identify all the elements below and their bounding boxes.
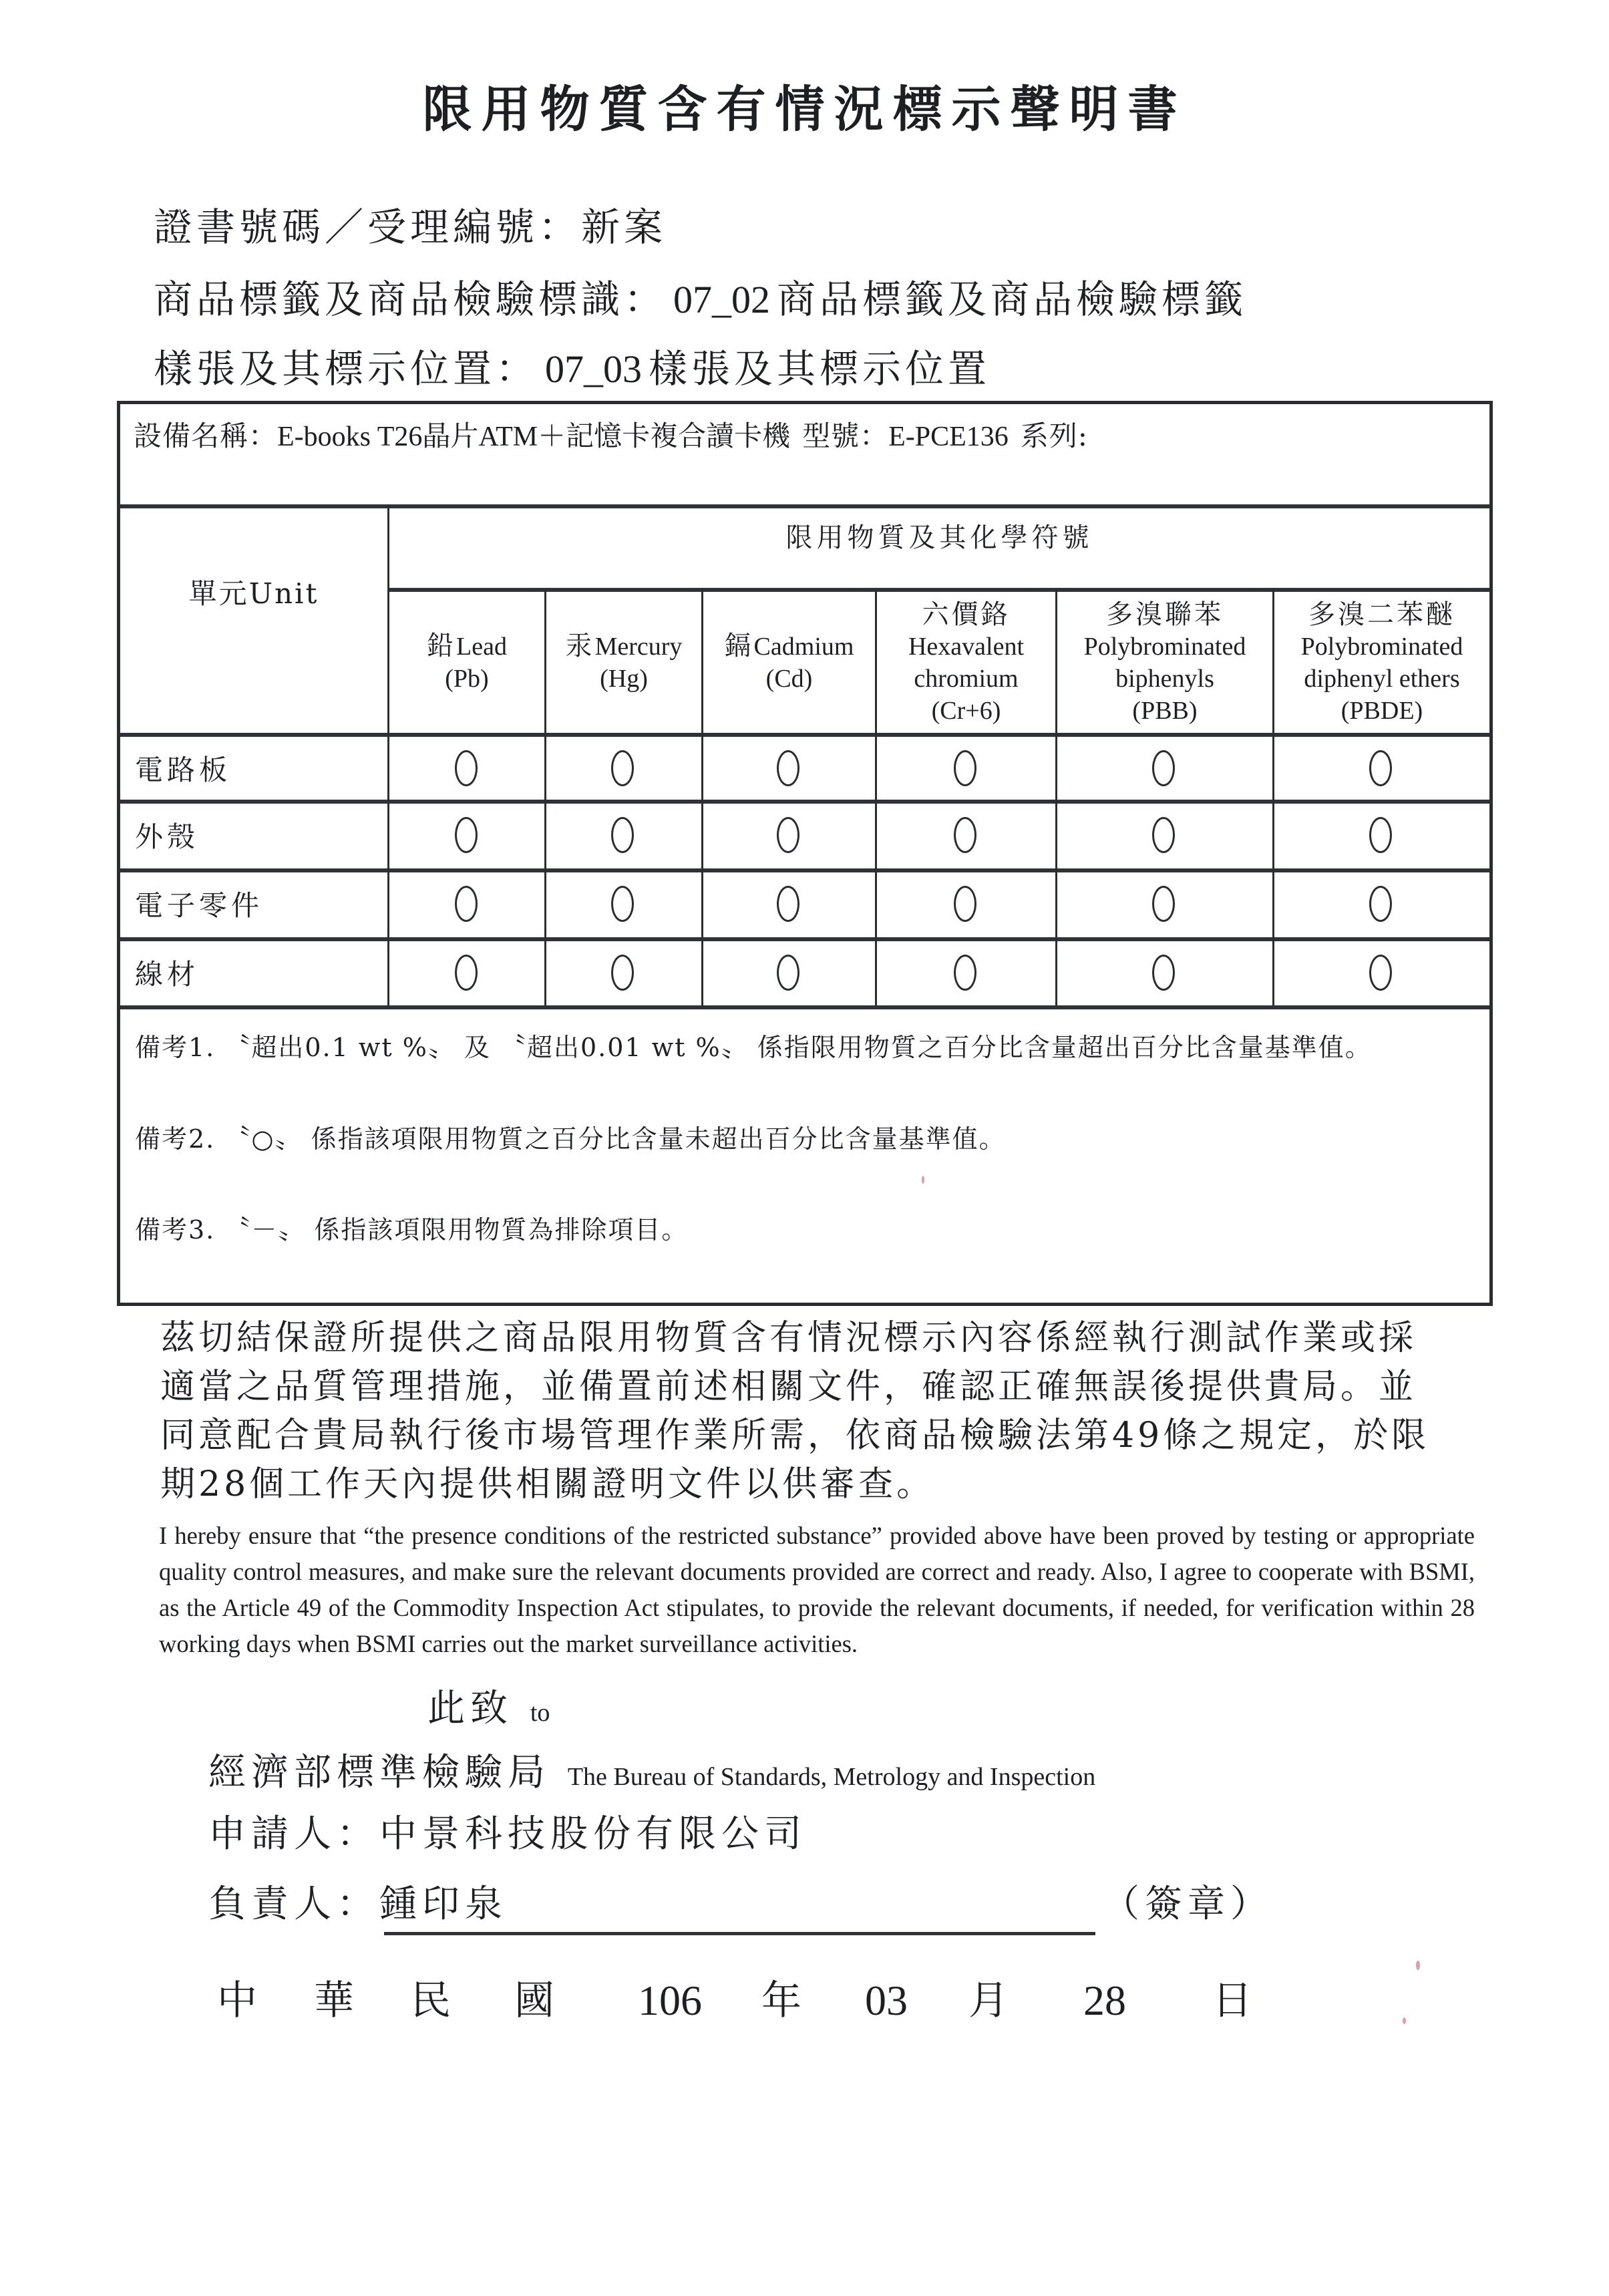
applicant bbox=[208, 1810, 807, 1858]
device-info bbox=[134, 416, 1476, 456]
substance-status-cell bbox=[582, 872, 663, 935]
scan-speck bbox=[1403, 2017, 1406, 2024]
certificate-label: 證書號碼／受理編號： bbox=[154, 204, 582, 250]
note-2: 備考2. 〝○〟 係指該項限用物質之百分比含量未超出百分比含量基準值。 bbox=[135, 1124, 1006, 1154]
table-rule bbox=[120, 1005, 1489, 1009]
substance-symbol: (Cd) bbox=[765, 665, 813, 693]
substance-status-cell bbox=[582, 941, 663, 1004]
sample-position-field bbox=[154, 342, 991, 396]
date-era-char: 民 bbox=[411, 1977, 451, 2024]
circle-mark-icon bbox=[954, 886, 976, 922]
circle-mark-icon bbox=[455, 817, 478, 853]
substance-status-cell bbox=[1123, 941, 1204, 1004]
date-day: 28 bbox=[1083, 1977, 1126, 2024]
restricted-substance-table bbox=[117, 401, 1493, 1306]
circle-mark-icon bbox=[1152, 886, 1175, 922]
circle-mark-icon bbox=[1369, 817, 1392, 853]
declaration-en: I hereby ensure that “the presence conditions of the restricted substance” provided above have been proved by testing or appropriate quality control measures, and make sure the relevant documents provided are correct and ready. Also, I agree to cooperate with BSMI, as the Article 49 of the Commodity Inspection Act stipulates, to provide the relevant documents, if needed, for verification within 28 working days when BSMI carries out the market surveillance activities. bbox=[159, 1522, 1475, 1657]
circle-mark-icon bbox=[455, 750, 478, 786]
substance-zh: 鎘 bbox=[724, 631, 754, 661]
device-name: E-books T26晶片ATM＋記憶卡複合讀卡機 bbox=[277, 422, 791, 452]
substance-en: Hexavalent bbox=[908, 632, 1025, 661]
substance-status-cell bbox=[582, 737, 663, 800]
substance-status-cell bbox=[1123, 804, 1204, 866]
circle-mark-icon bbox=[777, 886, 799, 922]
substance-en: Polybrominated bbox=[1083, 632, 1246, 661]
sample-value: 樣張及其標示位置 bbox=[649, 346, 991, 391]
responsible-label: 負責人： bbox=[208, 1882, 379, 1926]
circle-mark-icon bbox=[777, 817, 799, 853]
date-year-unit: 年 bbox=[761, 1977, 801, 2024]
substance-status-cell bbox=[582, 804, 663, 866]
signature-line bbox=[384, 1932, 1095, 1935]
responsible-name: 鍾印泉 bbox=[379, 1882, 508, 1926]
scan-speck bbox=[1416, 1961, 1420, 1970]
substance-symbol: (Cr+6) bbox=[931, 696, 1001, 725]
substance-zh: 多溴二苯醚 bbox=[1308, 599, 1455, 630]
substance-symbol: (Hg) bbox=[600, 665, 648, 693]
row-unit-label: 外殼 bbox=[135, 820, 200, 853]
substance-status-cell bbox=[1123, 872, 1204, 935]
substance-en: Polybrominated bbox=[1300, 632, 1463, 661]
substance-status-cell bbox=[925, 872, 1005, 935]
substance-en-line2: diphenyl ethers bbox=[1304, 664, 1460, 693]
substance-symbol: (PBDE) bbox=[1340, 696, 1423, 725]
declaration-zh-line: 適當之品質管理措施，並備置前述相關文件，確認正確無誤後提供貴局。並 bbox=[160, 1367, 1417, 1407]
substance-status-cell bbox=[426, 941, 506, 1004]
circle-mark-icon bbox=[1369, 750, 1392, 786]
signature-note: （簽章） bbox=[1102, 1882, 1273, 1926]
substance-zh: 鉛 bbox=[427, 631, 457, 661]
substance-en: Mercury bbox=[594, 633, 683, 661]
substance-status-cell bbox=[925, 737, 1005, 800]
circle-mark-icon bbox=[777, 955, 799, 991]
sample-label: 樣張及其標示位置： bbox=[154, 346, 539, 391]
model-label: 型號： bbox=[802, 420, 889, 452]
substance-status-cell bbox=[1123, 737, 1204, 800]
substance-status-cell bbox=[748, 804, 828, 866]
substance-status-cell bbox=[1340, 737, 1421, 800]
circle-mark-icon bbox=[954, 955, 976, 991]
date-year: 106 bbox=[638, 1977, 702, 2024]
document-title: 限用物質含有情況標示聲明書 bbox=[422, 81, 1187, 138]
circle-mark-icon bbox=[455, 955, 478, 991]
declaration-zh-line: 期28個工作天內提供相關證明文件以供審查。 bbox=[160, 1464, 935, 1504]
circle-mark-icon bbox=[1152, 817, 1175, 853]
closing-to-en: to bbox=[530, 1699, 550, 1727]
recipient-en: The Bureau of Standards, Metrology and Inspection bbox=[567, 1763, 1096, 1791]
circle-mark-icon bbox=[611, 955, 634, 991]
substance-zh: 六價鉻 bbox=[922, 599, 1011, 630]
substance-status-cell bbox=[925, 804, 1005, 866]
circle-mark-icon bbox=[611, 750, 634, 786]
date-era-char: 國 bbox=[514, 1977, 554, 2024]
sample-code: 07_03 bbox=[545, 347, 643, 391]
substance-header-pbde bbox=[1274, 592, 1489, 733]
table-rule bbox=[387, 506, 389, 1005]
date-era-char: 中 bbox=[217, 1977, 257, 2024]
label-marking-code: 07_02 bbox=[673, 278, 771, 321]
note-1: 備考1. 〝超出0.1 wt %〟 及 〝超出0.01 wt %〟 係指限用物質之百分比含量超出百分比含量基準值。 bbox=[135, 1033, 1372, 1062]
circle-mark-icon bbox=[1369, 955, 1392, 991]
certificate-number-field bbox=[154, 200, 667, 254]
circle-mark-icon bbox=[455, 886, 478, 922]
substance-status-cell bbox=[1340, 804, 1421, 866]
circle-mark-icon bbox=[777, 750, 799, 786]
label-marking-value: 商品標籤及商品檢驗標籤 bbox=[777, 277, 1248, 322]
substance-group-header: 限用物質及其化學符號 bbox=[785, 522, 1093, 553]
substance-header-pbb bbox=[1057, 592, 1272, 733]
substance-status-cell bbox=[1340, 941, 1421, 1004]
circle-mark-icon bbox=[611, 886, 634, 922]
substance-status-cell bbox=[1340, 872, 1421, 935]
substance-symbol: (Pb) bbox=[445, 665, 489, 693]
substance-en-line2: chromium bbox=[914, 664, 1019, 693]
circle-mark-icon bbox=[1152, 955, 1175, 991]
substance-zh: 汞 bbox=[565, 631, 595, 661]
substance-symbol: (PBB) bbox=[1132, 696, 1198, 725]
date-era-char: 華 bbox=[314, 1977, 354, 2024]
label-marking-label: 商品標籤及商品檢驗標識： bbox=[154, 277, 667, 322]
unit-column-header: 單元Unit bbox=[188, 577, 319, 610]
date-month: 03 bbox=[865, 1977, 908, 2024]
model-value: E-PCE136 bbox=[888, 422, 1009, 452]
substance-en: Cadmium bbox=[753, 633, 854, 661]
substance-header-hexavalent-chromium bbox=[877, 592, 1055, 733]
circle-mark-icon bbox=[954, 750, 976, 786]
substance-en: Lead bbox=[456, 633, 507, 661]
row-unit-label: 電路板 bbox=[135, 754, 232, 786]
closing-to bbox=[427, 1685, 550, 1737]
substance-zh: 多溴聯苯 bbox=[1106, 599, 1224, 630]
recipient-zh: 經濟部標準檢驗局 bbox=[208, 1751, 550, 1794]
circle-mark-icon bbox=[1152, 750, 1175, 786]
row-unit-label: 線材 bbox=[135, 958, 200, 991]
applicant-name: 中景科技股份有限公司 bbox=[379, 1812, 807, 1856]
declaration-zh-line: 同意配合貴局執行後市場管理作業所需，依商品檢驗法第49條之規定，於限 bbox=[160, 1416, 1430, 1456]
row-unit-label: 電子零件 bbox=[135, 889, 264, 922]
substance-header-lead bbox=[389, 592, 544, 733]
substance-status-cell bbox=[748, 872, 828, 935]
circle-mark-icon bbox=[1369, 886, 1392, 922]
note-3: 備考3. 〝－〟 係指該項限用物質為排除項目。 bbox=[135, 1215, 689, 1245]
date-day-unit: 日 bbox=[1212, 1977, 1252, 2024]
circle-mark-icon bbox=[954, 817, 976, 853]
declaration-zh-line: 茲切結保證所提供之商品限用物質含有情況標示內容係經執行測試作業或採 bbox=[160, 1318, 1417, 1358]
substance-header-mercury bbox=[546, 592, 701, 733]
substance-status-cell bbox=[748, 941, 828, 1004]
scan-speck bbox=[922, 1176, 924, 1184]
circle-mark-icon bbox=[611, 817, 634, 853]
date-month-unit: 月 bbox=[968, 1977, 1009, 2024]
responsible-person bbox=[208, 1880, 508, 1929]
device-label: 設備名稱： bbox=[134, 420, 278, 452]
substance-status-cell bbox=[748, 737, 828, 800]
substance-status-cell bbox=[426, 804, 506, 866]
applicant-label: 申請人： bbox=[208, 1812, 379, 1856]
substance-header-cadmium bbox=[703, 592, 875, 733]
certificate-value: 新案 bbox=[581, 204, 667, 250]
substance-en-line2: biphenyls bbox=[1115, 664, 1214, 693]
recipient bbox=[208, 1749, 1095, 1801]
substance-status-cell bbox=[426, 872, 506, 935]
label-marking-field bbox=[154, 273, 1247, 327]
closing-to-zh: 此致 bbox=[427, 1687, 513, 1730]
substance-status-cell bbox=[925, 941, 1005, 1004]
series-label: 系列: bbox=[1020, 420, 1088, 452]
substance-status-cell bbox=[426, 737, 506, 800]
